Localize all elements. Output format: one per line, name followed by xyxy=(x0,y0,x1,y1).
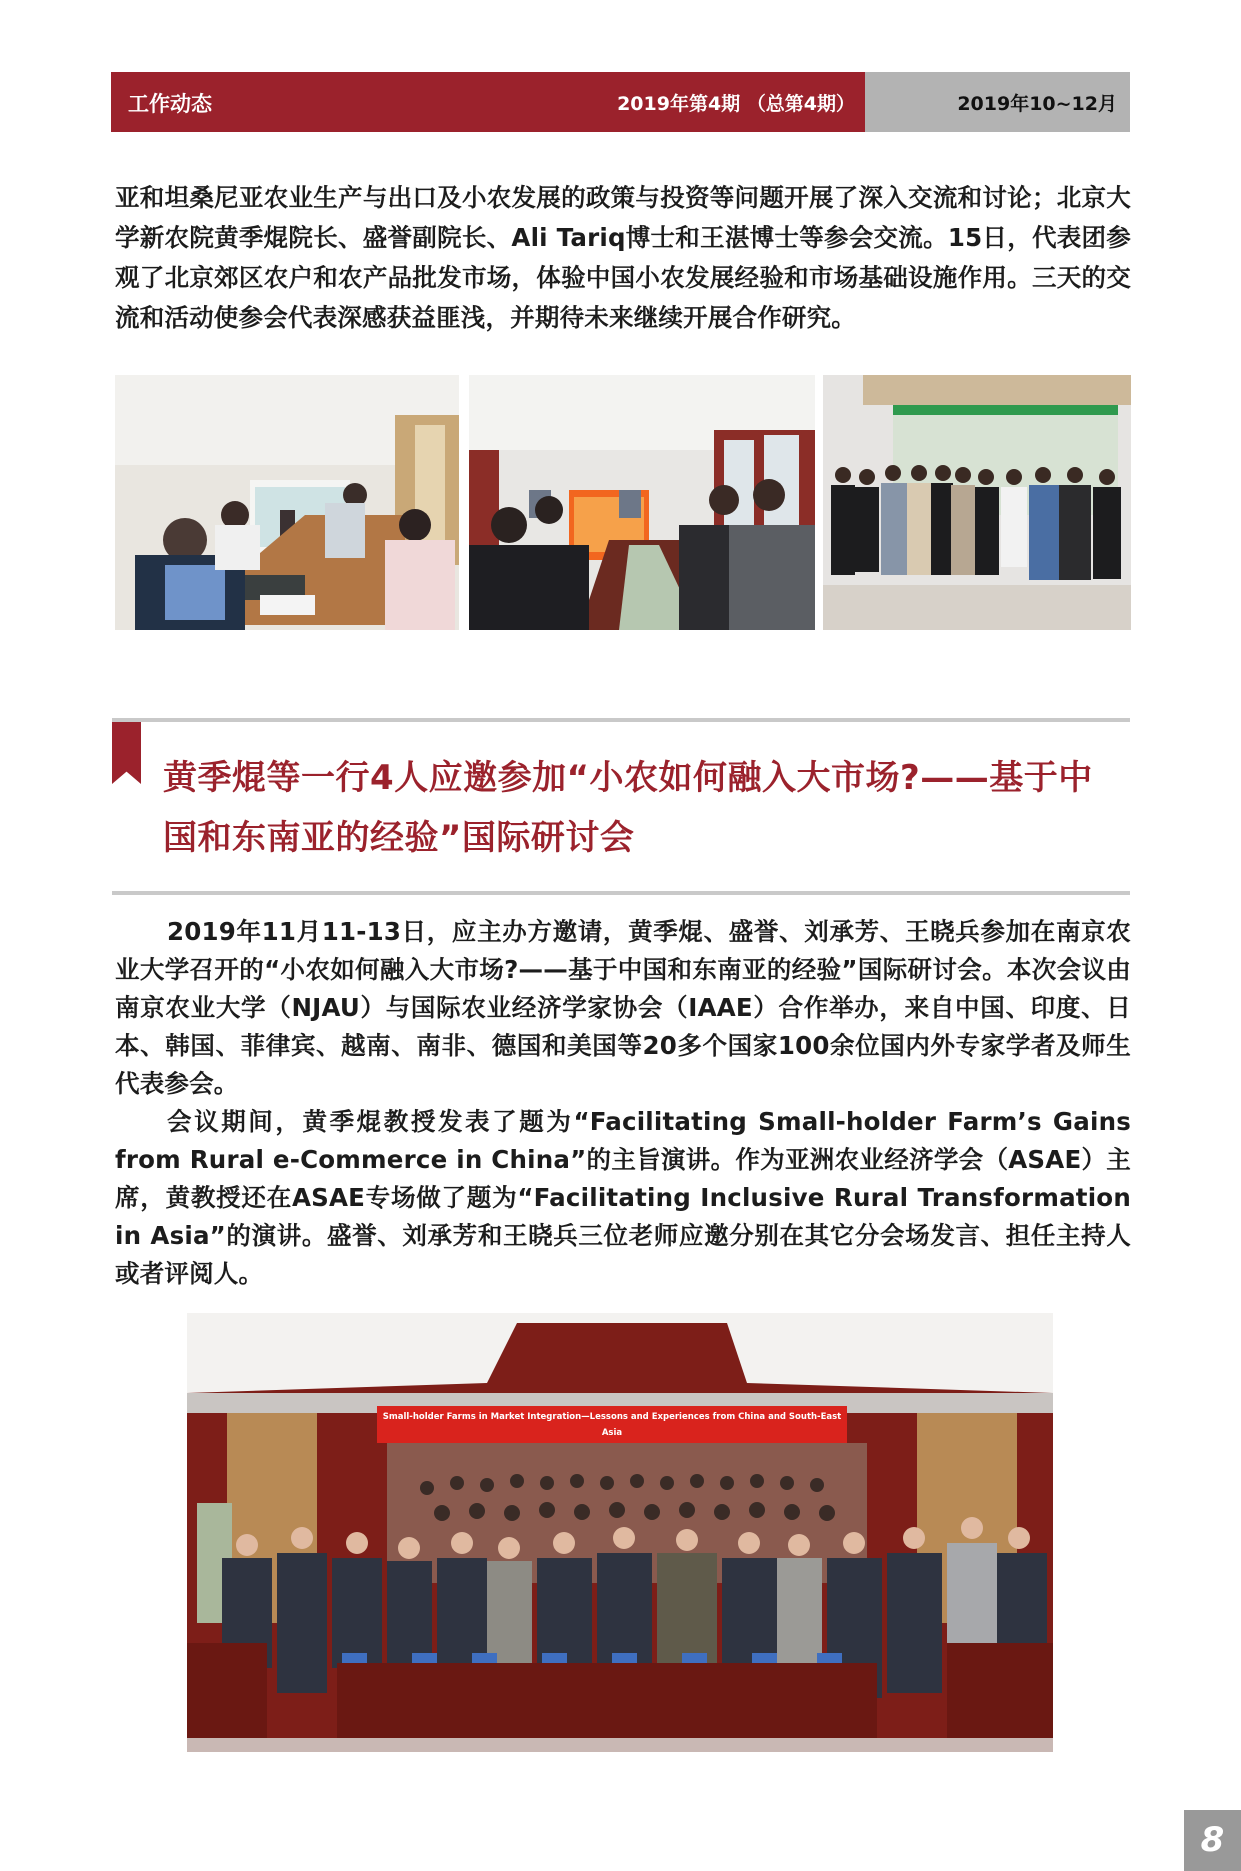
bookmark-ribbon-icon xyxy=(112,722,141,784)
section-label: 工作动态 xyxy=(128,92,212,116)
page-number: 8 xyxy=(1184,1810,1241,1871)
article1-paragraph: 亚和坦桑尼亚农业生产与出口及小农发展的政策与投资等问题开展了深入交流和讨论；北京大学新农院黄季焜院长、盛誉副院长、Ali Tariq博士和王湛博士等参会交流。15日，代表团参观了北京郊区农户和农产品批发市场，体验中国小农发展经验和市场基础设施作用。三天的交流和活动使参会代表深感获益匪浅，并期待未来继续开展合作研究。 xyxy=(115,183,1131,332)
article2-paragraph-2: 会议期间，黄季焜教授发表了题为“Facilitating Small-holder Farm’s Gains from Rural e-Commerce in China”的主旨演讲。作为亚洲农业经济学会（ASAE）主席，黄教授还在ASAE专场做了题为“Facilitating Inclusive Rural Transformation in Asia”的演讲。盛誉、刘承芳和王晓兵三位老师应邀分别在其它分会场发言、担任主持人或者评阅人。 xyxy=(115,1107,1131,1288)
article2-paragraph-1: 2019年11月11-13日，应主办方邀请，黄季焜、盛誉、刘承芳、王晓兵参加在南京农业大学召开的“小农如何融入大市场?——基于中国和东南亚的经验”国际研讨会。本次会议由南京农业大学（NJAU）与国际农业经济学家协会（IAAE）合作举办，来自中国、印度、日本、韩国、菲律宾、越南、南非、德国和美国等20多个国家100余位国内外专家学者及师生代表参会。 xyxy=(115,917,1131,1098)
meeting-room-presentation-photo xyxy=(115,375,459,630)
issue-label: 2019年第4期 （总第4期） xyxy=(617,93,855,115)
photo-image xyxy=(115,375,459,630)
photo-image xyxy=(469,375,815,630)
conference-banner: Small-holder Farms in Market Integration—Lessons and Experiences from China and South-East Asia xyxy=(377,1406,847,1443)
photo-image xyxy=(187,1313,1053,1752)
date-range: 2019年10~12月 xyxy=(957,93,1117,115)
article2-title: 黄季焜等一行4人应邀参加“小农如何融入大市场?——基于中国和东南亚的经验”国际研讨会 xyxy=(163,758,1093,858)
group-photo-outdoors xyxy=(823,375,1131,630)
section-divider-bottom xyxy=(112,891,1130,895)
conference-table-discussion-photo xyxy=(469,375,815,630)
section-divider-top xyxy=(112,718,1130,722)
conference-group-photo xyxy=(187,1313,1053,1752)
photo-image xyxy=(823,375,1131,630)
